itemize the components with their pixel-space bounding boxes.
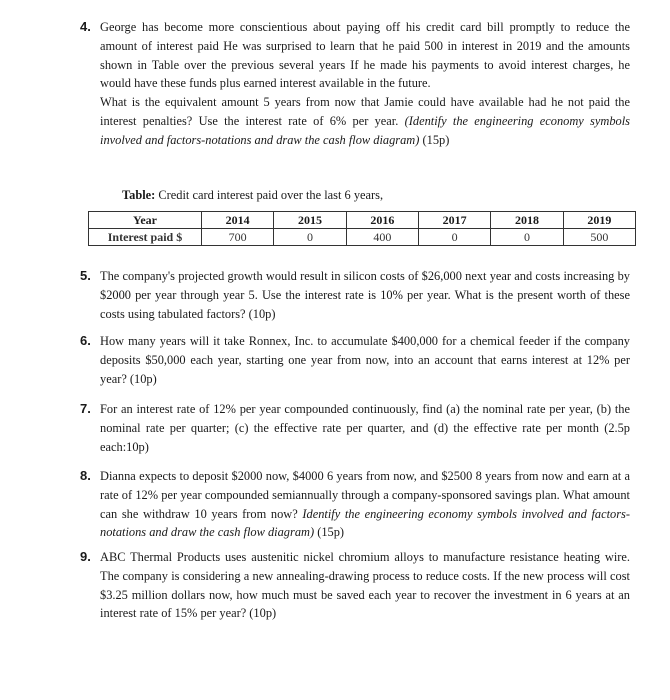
question-5-text: The company's projected growth would result in silicon costs of $26,000 next year and costs increasing by $2000 per year through year 5. Use the interest rate is 10% per year. What is the present worth of these costs using tabulated factors? (10p) — [100, 269, 630, 321]
question-8-text — [100, 467, 630, 542]
table-row-year — [89, 212, 636, 229]
question-4-instruction: (Identify the engineering economy symbols involved and factors-notations and draw the cash flow diagram) — [100, 113, 630, 147]
question-4-prompt: What is the equivalent amount 5 years from now that Jamie could have available had he not paid the interest penalties? Use the interest rate of 6% per year. — [100, 95, 630, 128]
question-4 — [80, 18, 630, 150]
interest-cell: 0 — [274, 229, 346, 246]
question-7-text: For an interest rate of 12% per year compounded continuously, find (a) the nominal rate per year, (b) the nominal rate per quarter; (c) the effective rate per quarter, and (d) the effective rate per month (2.5p each:10p) — [100, 402, 630, 454]
question-8-number: 8. — [80, 468, 91, 483]
question-8 — [80, 467, 630, 542]
table-caption-label: Table: — [122, 188, 156, 202]
interest-cell: 700 — [202, 229, 274, 246]
question-5 — [80, 267, 630, 323]
interest-row-label: Interest paid $ — [89, 229, 202, 246]
question-4-paragraph-1: George has become more conscientious about paying off his credit card bill promptly to reduce the amount of interest paid He was surprised to learn that he paid 500 in interest in 2019 and the amounts shown in Table over the previous several years If he made his payments to avoid interest charges, he would have these funds plus earned interest available in the future. — [100, 20, 630, 91]
table-caption-text: Credit card interest paid over the last 6 years, — [158, 188, 384, 202]
question-5-number: 5. — [80, 268, 91, 283]
year-cell: 2016 — [346, 212, 418, 229]
question-4-points: (15p) — [422, 132, 450, 147]
year-cell: 2014 — [202, 212, 274, 229]
table-row-interest — [89, 229, 636, 246]
interest-cell: 0 — [418, 229, 490, 246]
question-8-instruction: Identify the engineering economy symbols involved and factors-notations and draw the cash flow diagram) — [100, 506, 630, 540]
year-cell: 2019 — [563, 212, 635, 229]
interest-table — [88, 211, 636, 246]
year-cell: 2017 — [418, 212, 490, 229]
question-8-prompt: Dianna expects to deposit $2000 now, $4000 6 years from now, and $2500 8 years from now and earn at a rate of 12% per year compounded semiannually through a company-sponsored savings plan. What amount can she withdraw 10 years from now? — [100, 469, 630, 521]
question-9 — [80, 548, 630, 623]
interest-cell: 400 — [346, 229, 418, 246]
year-cell: 2018 — [491, 212, 563, 229]
question-9-number: 9. — [80, 549, 91, 564]
question-6-text: How many years will it take Ronnex, Inc. to accumulate $400,000 for a chemical feeder if the company deposits $50,000 each year, starting one year from now, into an account that earns interest at 12% per year? (10p) — [100, 334, 630, 386]
question-7-number: 7. — [80, 401, 91, 416]
table-caption — [122, 188, 383, 203]
year-cell: 2015 — [274, 212, 346, 229]
interest-cell: 0 — [491, 229, 563, 246]
question-7 — [80, 400, 630, 456]
question-6 — [80, 332, 630, 388]
question-6-number: 6. — [80, 333, 91, 348]
question-9-text: ABC Thermal Products uses austenitic nickel chromium alloys to manufacture resistance heating wire. The company is considering a new annealing-drawing process to reduce costs. If the new process will cost $3.25 million dollars now, how much must be saved each year to recover the investment in 6 years at an interest rate of 15% per year? (10p) — [100, 550, 630, 621]
question-4-paragraph-2 — [100, 93, 630, 149]
question-8-points: (15p) — [317, 525, 345, 540]
interest-cell: 500 — [563, 229, 635, 246]
question-4-number: 4. — [80, 19, 91, 34]
year-row-label: Year — [89, 212, 202, 229]
